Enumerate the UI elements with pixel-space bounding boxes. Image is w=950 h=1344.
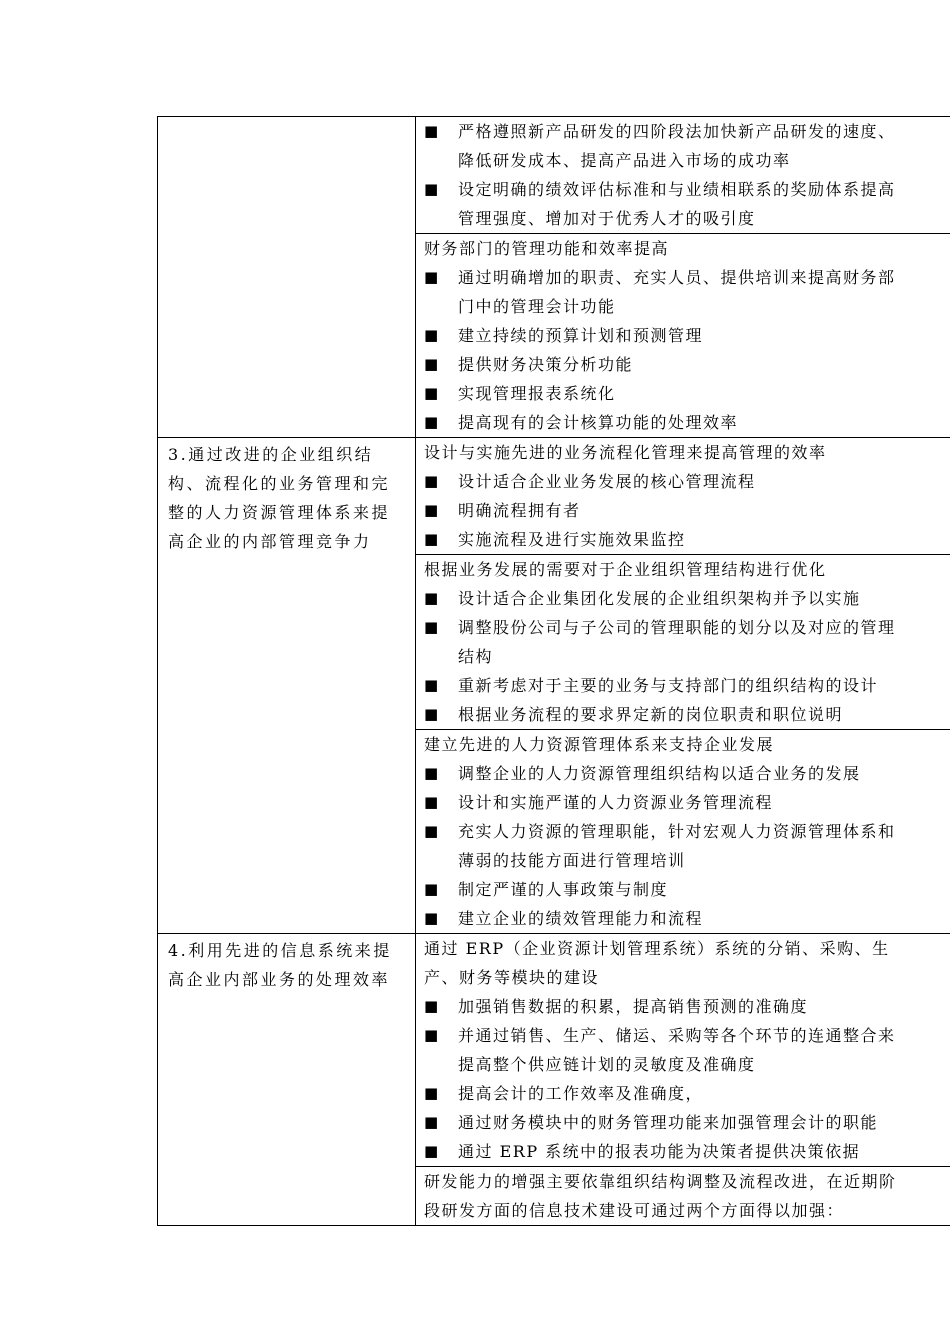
list-item xyxy=(424,117,950,146)
section-heading: 段研发方面的信息技术建设可通过两个方面得以加强： xyxy=(424,1201,845,1220)
list-item-wrap xyxy=(424,584,950,613)
list-item xyxy=(424,496,950,525)
objective-cell: 4.利用先进的信息系统来提高企业内部业务的处理效率 xyxy=(158,934,416,1225)
bullet-square-icon: ■ xyxy=(424,1084,440,1102)
list-item-text: 并通过销售、生产、储运、采购等各个环节的连通整合来 xyxy=(458,1026,896,1045)
list-item xyxy=(424,350,950,379)
list-item xyxy=(424,904,950,933)
list-item-text: 设计和实施严谨的人力资源业务管理流程 xyxy=(458,793,774,812)
list-item-wrap xyxy=(424,700,950,729)
list-item xyxy=(424,788,950,817)
bullet-square-icon: ■ xyxy=(424,530,440,548)
section-heading: 产、财务等模块的建设 xyxy=(424,968,600,987)
list-item-text: 严格遵照新产品研发的四阶段法加快新产品研发的速度、 xyxy=(458,122,896,141)
table-row xyxy=(158,934,950,1226)
list-item-wrap xyxy=(424,1079,950,1108)
list-item-wrap xyxy=(424,117,950,146)
bullet-square-icon: ■ xyxy=(424,326,440,344)
section-heading: 根据业务发展的需要对于企业组织管理结构进行优化 xyxy=(424,560,827,579)
list-item-text: 通过 ERP 系统中的报表功能为决策者提供决策依据 xyxy=(458,1142,861,1161)
bullet-square-icon: ■ xyxy=(424,880,440,898)
list-item xyxy=(424,379,950,408)
table-row xyxy=(158,438,950,934)
measure-section xyxy=(416,555,950,730)
list-item-text: 建立持续的预算计划和预测管理 xyxy=(458,326,704,345)
list-item-text: 建立企业的绩效管理能力和流程 xyxy=(458,909,704,928)
list-item-wrap xyxy=(424,321,950,350)
list-item xyxy=(424,263,950,292)
list-item-text: 设定明确的绩效评估标准和与业绩相联系的奖励体系提高 xyxy=(458,180,896,199)
section-heading: 建立先进的人力资源管理体系来支持企业发展 xyxy=(424,735,775,754)
objective-cell: 3.通过改进的企业组织结构、流程化的业务管理和完整的人力资源管理体系来提高企业的内部管理竞争力 xyxy=(158,438,416,933)
objective-cell xyxy=(158,117,416,437)
measure-section xyxy=(416,117,950,234)
list-item-continuation: 管理强度、增加对于优秀人才的吸引度 xyxy=(458,209,756,228)
bullet-square-icon: ■ xyxy=(424,180,440,198)
list-item-text: 实现管理报表系统化 xyxy=(458,384,616,403)
list-item xyxy=(424,584,950,613)
list-item-text: 设计适合企业业务发展的核心管理流程 xyxy=(458,472,756,491)
list-item-text: 调整股份公司与子公司的管理职能的划分以及对应的管理 xyxy=(458,618,896,637)
list-item xyxy=(424,875,950,904)
list-item xyxy=(424,671,950,700)
measure-section xyxy=(416,438,950,555)
list-item-wrap xyxy=(424,613,950,642)
list-item-text: 提供财务决策分析功能 xyxy=(458,355,634,374)
section-heading: 设计与实施先进的业务流程化管理来提高管理的效率 xyxy=(424,443,827,462)
list-item xyxy=(424,1137,950,1166)
list-item-continuation: 降低研发成本、提高产品进入市场的成功率 xyxy=(458,151,791,170)
bullet-square-icon: ■ xyxy=(424,909,440,927)
list-item-wrap xyxy=(424,1021,950,1050)
list-item xyxy=(424,613,950,642)
list-item xyxy=(424,321,950,350)
list-item-text: 加强销售数据的积累，提高销售预测的准确度 xyxy=(458,997,809,1016)
bullet-square-icon: ■ xyxy=(424,589,440,607)
measure-section xyxy=(416,934,950,1167)
measures-cell xyxy=(416,438,950,933)
list-item-text: 设计适合企业集团化发展的企业组织架构并予以实施 xyxy=(458,589,861,608)
list-item-text: 通过明确增加的职责、充实人员、提供培训来提高财务部 xyxy=(458,268,896,287)
list-item xyxy=(424,467,950,496)
bullet-square-icon: ■ xyxy=(424,413,440,431)
list-item-text: 充实人力资源的管理职能，针对宏观人力资源管理体系和 xyxy=(458,822,896,841)
list-item-wrap xyxy=(424,817,950,846)
section-heading: 通过 ERP（企业资源计划管理系统）系统的分销、采购、生 xyxy=(424,939,890,958)
section-heading: 研发能力的增强主要依靠组织结构调整及流程改进，在近期阶 xyxy=(424,1172,897,1191)
list-item-wrap xyxy=(424,875,950,904)
list-item xyxy=(424,1108,950,1137)
list-item-wrap xyxy=(424,904,950,933)
list-item xyxy=(424,992,950,1021)
table-row xyxy=(158,117,950,438)
bullet-square-icon: ■ xyxy=(424,676,440,694)
list-item xyxy=(424,525,950,554)
list-item xyxy=(424,175,950,204)
list-item-text: 明确流程拥有者 xyxy=(458,501,581,520)
bullet-square-icon: ■ xyxy=(424,822,440,840)
list-item xyxy=(424,1079,950,1108)
list-item-wrap xyxy=(424,1137,950,1166)
list-item-continuation: 薄弱的技能方面进行管理培训 xyxy=(458,851,686,870)
list-item xyxy=(424,759,950,788)
measure-section xyxy=(416,234,950,437)
list-item-text: 实施流程及进行实施效果监控 xyxy=(458,530,686,549)
list-item-wrap xyxy=(424,992,950,1021)
bullet-square-icon: ■ xyxy=(424,1142,440,1160)
list-item xyxy=(424,408,950,437)
list-item-wrap xyxy=(424,671,950,700)
strategy-table xyxy=(157,116,950,1226)
list-item-wrap xyxy=(424,1108,950,1137)
list-item-text: 通过财务模块中的财务管理功能来加强管理会计的职能 xyxy=(458,1113,879,1132)
bullet-square-icon: ■ xyxy=(424,793,440,811)
bullet-square-icon: ■ xyxy=(424,764,440,782)
list-item-wrap xyxy=(424,263,950,292)
list-item-wrap xyxy=(424,408,950,437)
list-item-text: 制定严谨的人事政策与制度 xyxy=(458,880,669,899)
list-item xyxy=(424,1021,950,1050)
list-item xyxy=(424,700,950,729)
list-item-continuation: 门中的管理会计功能 xyxy=(458,297,616,316)
bullet-square-icon: ■ xyxy=(424,355,440,373)
bullet-square-icon: ■ xyxy=(424,618,440,636)
measure-section xyxy=(416,1167,950,1225)
list-item-wrap xyxy=(424,350,950,379)
list-item-wrap xyxy=(424,467,950,496)
list-item-text: 调整企业的人力资源管理组织结构以适合业务的发展 xyxy=(458,764,861,783)
list-item-wrap xyxy=(424,525,950,554)
list-item-wrap xyxy=(424,496,950,525)
list-item-continuation: 结构 xyxy=(458,647,494,666)
list-item-continuation: 提高整个供应链计划的灵敏度及准确度 xyxy=(458,1055,756,1074)
list-item-text: 提高现有的会计核算功能的处理效率 xyxy=(458,413,739,432)
list-item-wrap xyxy=(424,379,950,408)
bullet-square-icon: ■ xyxy=(424,384,440,402)
bullet-square-icon: ■ xyxy=(424,1113,440,1131)
bullet-square-icon: ■ xyxy=(424,705,440,723)
bullet-square-icon: ■ xyxy=(424,501,440,519)
bullet-square-icon: ■ xyxy=(424,122,440,140)
measures-cell xyxy=(416,117,950,437)
list-item-wrap xyxy=(424,788,950,817)
measure-section xyxy=(416,730,950,933)
bullet-square-icon: ■ xyxy=(424,997,440,1015)
list-item-wrap xyxy=(424,759,950,788)
measures-cell xyxy=(416,934,950,1225)
bullet-square-icon: ■ xyxy=(424,1026,440,1044)
list-item-text: 根据业务流程的要求界定新的岗位职责和职位说明 xyxy=(458,705,844,724)
bullet-square-icon: ■ xyxy=(424,268,440,286)
list-item-wrap xyxy=(424,175,950,204)
list-item-text: 重新考虑对于主要的业务与支持部门的组织结构的设计 xyxy=(458,676,879,695)
list-item xyxy=(424,817,950,846)
list-item-text: 提高会计的工作效率及准确度， xyxy=(458,1084,704,1103)
bullet-square-icon: ■ xyxy=(424,472,440,490)
section-heading: 财务部门的管理功能和效率提高 xyxy=(424,239,670,258)
